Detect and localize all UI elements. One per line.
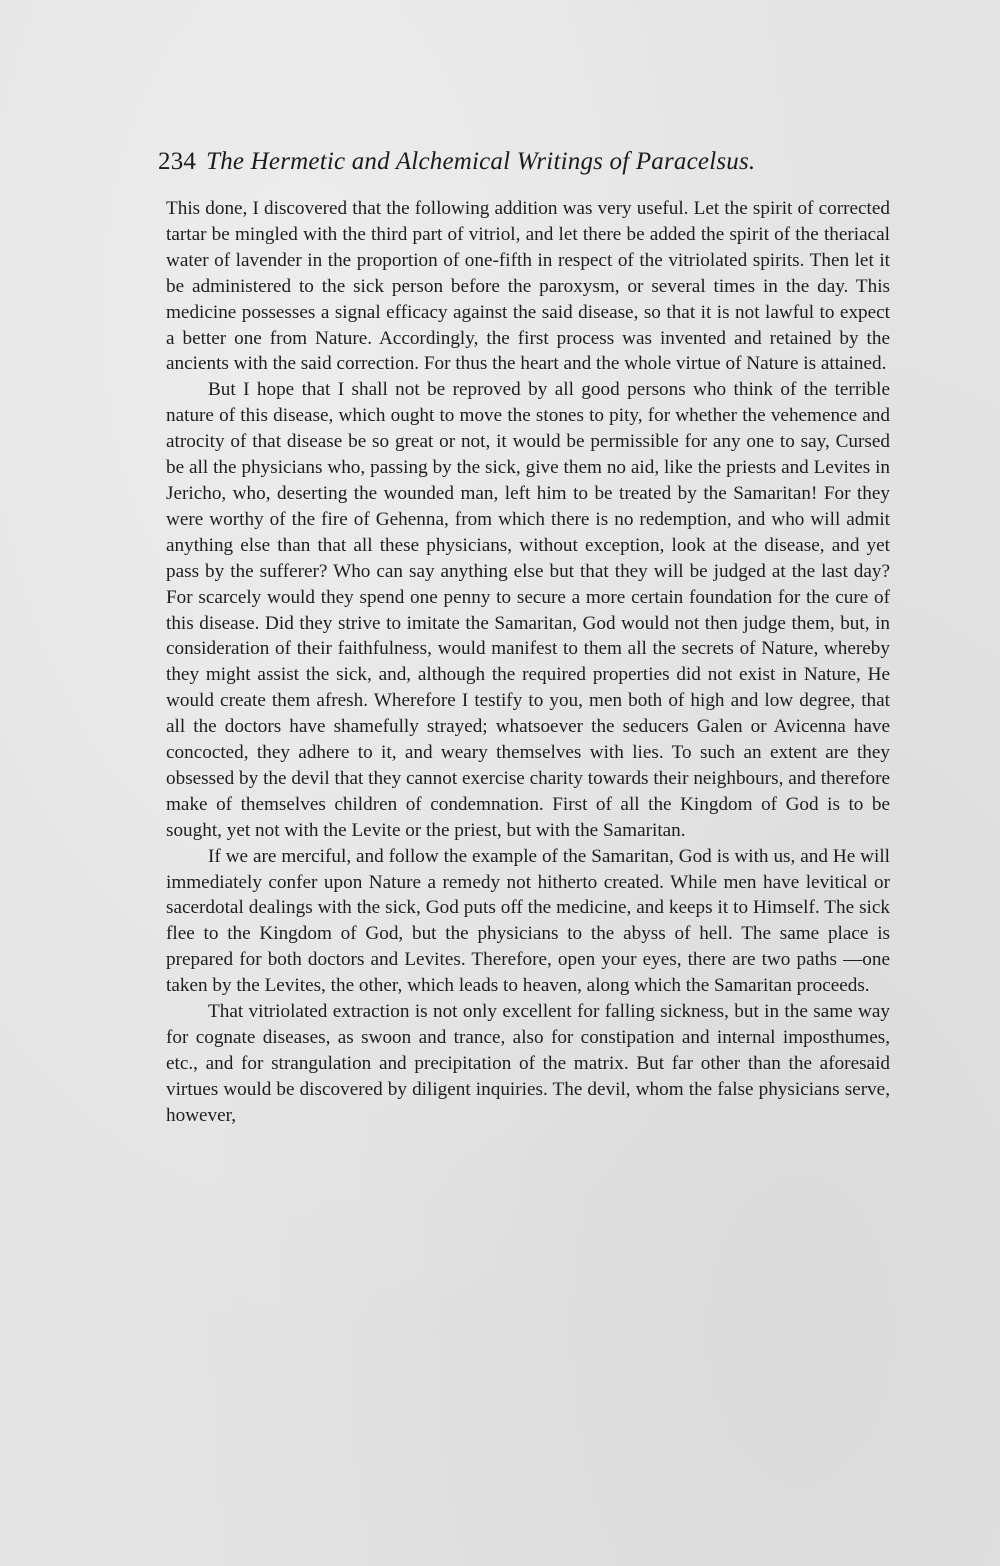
book-title: The Hermetic and Alchemical Writings of Paracelsus. (206, 148, 756, 175)
paragraph-2: But I hope that I shall not be reproved by all good persons who think of the terrible nature of this disease, which ought to move the stones to pity, for whether the vehemence and atrocity of that disease be so great or not, it would be permissible for any one to say, Cursed be all the physicians who, passing by the sick, give them no aid, like the priests and Levites in Jericho, who, deserting the wounded man, left him to be treated by the Samaritan! For they were worthy of the fire of Gehenna, from which there is no redemption, and who will admit anything else than that all these physicians, without exception, look at the disease, and yet pass by the sufferer? Who can say anything else but that they will be judged at the last day? For scarcely would they spend one penny to secure a more certain foundation for the cure of this disease. Did they strive to imitate the Samaritan, God would not then judge them, but, in consideration of their faithfulness, would manifest to them all the secrets of Nature, whereby they might assist the sick, and, although the required properties did not exist in Nature, He would create them afresh. Wherefore I testify to you, men both of high and low degree, that all the doctors have shamefully strayed; whatsoever the seducers Galen or Avicenna have concocted, they adhere to it, and weary themselves with lies. To such an extent are they obsessed by the devil that they cannot exercise charity towards their neighbours, and therefore make of themselves children of condemnation. First of all the Kingdom of God is to be sought, yet not with the Levite or the priest, but with the Samaritan. (166, 379, 890, 841)
paragraph-1: This done, I discovered that the following addition was very useful. Let the spirit of corrected tartar be mingled with the third part of vitriol, and let there be added the spirit of the theriacal water of lavender in the proportion of one-fifth in respect of the vitriolated spirits. Then let it be administered to the sick person before the paroxysm, or several times in the day. This medicine possesses a signal efficacy against the said disease, so that it is not lawful to expect a better one from Nature. Accordingly, the first process was invented and retained by the ancients with the said correction. For thus the heart and the whole virtue of Nature is attained. (166, 198, 890, 375)
paragraph-3: If we are merciful, and follow the example of the Samaritan, God is with us, and He will immediately confer upon Nature a remedy not hitherto created. While men have levitical or sacerdotal dealings with the sick, God puts off the medicine, and keeps it to Himself. The sick flee to the Kingdom of God, but the physicians to the abyss of hell. The same place is prepared for both doctors and Levites. Therefore, open your eyes, there are two paths —one taken by the Levites, the other, which leads to heaven, along which the Samaritan proceeds. (166, 845, 890, 997)
paragraph-4: That vitriolated extraction is not only excellent for falling sickness, but in the same way for cognate diseases, as swoon and trance, also for constipation and internal imposthumes, etc., and for strangulation and precipitation of the matrix. But far other than the aforesaid virtues would be discovered by diligent inquiries. The devil, whom the false physicians serve, however, (166, 1001, 890, 1126)
page-number: 234 (158, 148, 197, 175)
body-text (166, 196, 890, 1129)
running-head (158, 148, 898, 176)
